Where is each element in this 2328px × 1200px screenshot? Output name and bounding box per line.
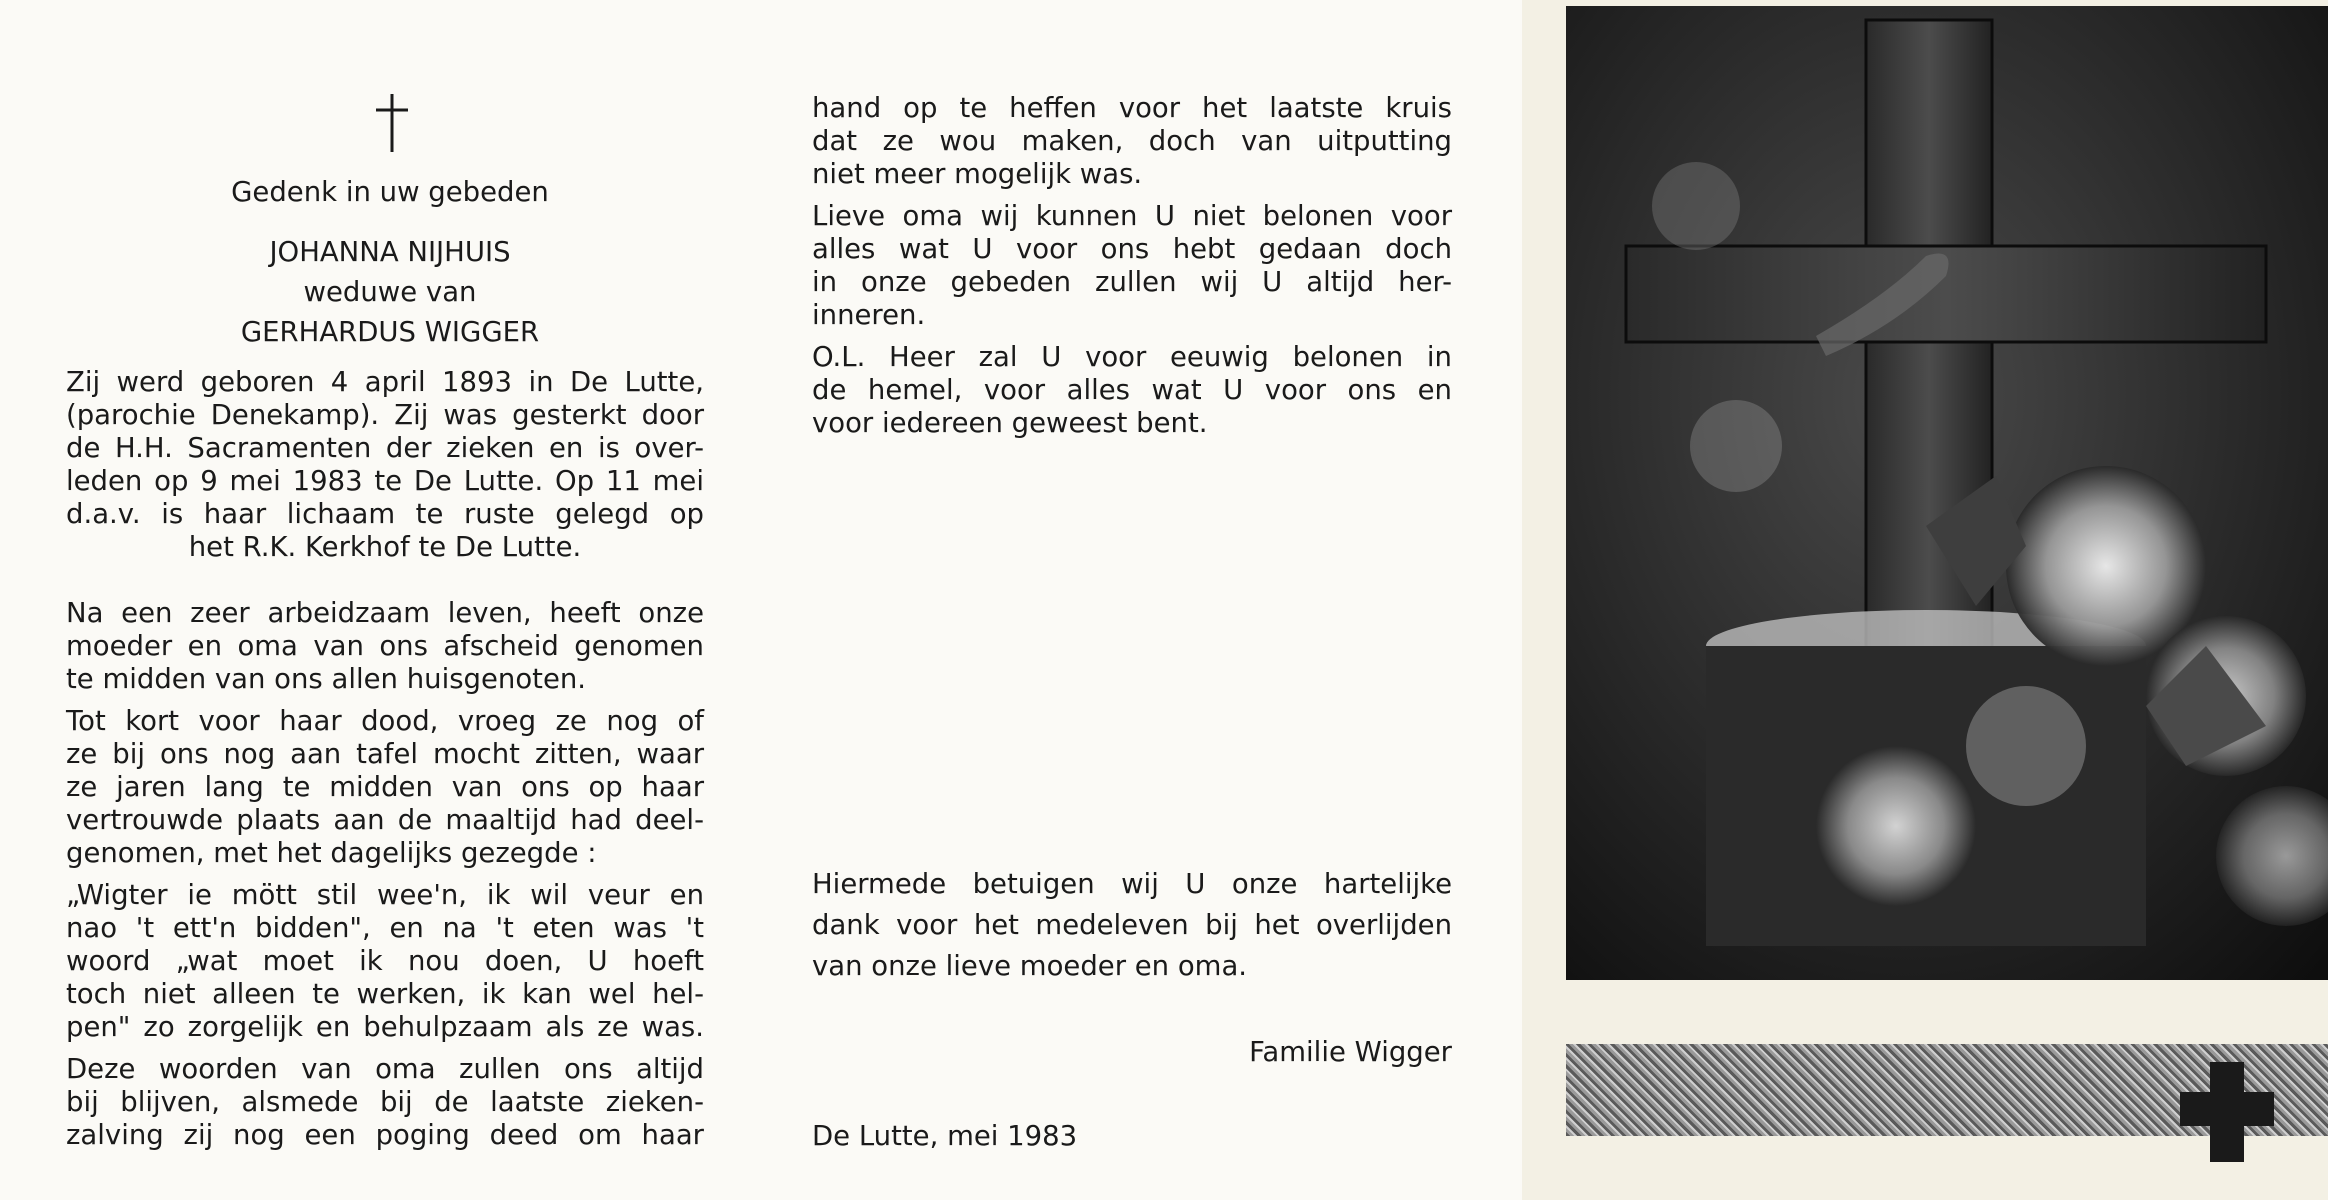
cross-with-flowers-photo (1566, 6, 2328, 980)
text-line: genomen, met het dagelijks gezegde : (66, 837, 597, 869)
text-line: de hemel, voor alles wat U voor ons en (812, 374, 1452, 406)
text-line: zalving zij nog een poging deed om haar (66, 1119, 704, 1151)
text-line: hand op te heffen voor het laatste kruis (812, 92, 1452, 124)
text-line: Deze woorden van oma zullen ons altijd (66, 1053, 704, 1085)
text-line: pen" zo zorgelijk en behulpzaam als ze was. (66, 1011, 704, 1043)
text-line: O.L. Heer zal U voor eeuwig belonen in (812, 341, 1452, 373)
text-line: vertrouwde plaats aan de maaltijd had deel- (66, 804, 704, 836)
text-line: Lieve oma wij kunnen U niet belonen voor (812, 200, 1452, 232)
text-line: moeder en oma van ons afscheid genomen (66, 630, 704, 662)
spouse-name: GERHARDUS WIGGER (240, 316, 540, 348)
place-date: De Lutte, mei 1983 (812, 1120, 1078, 1152)
signature: Familie Wigger (1249, 1036, 1452, 1068)
bio-line: het R.K. Kerkhof te De Lutte. (188, 531, 582, 563)
relation: weduwe van (303, 276, 477, 308)
text-line: ze jaren lang te midden van ons op haar (66, 771, 704, 803)
bio-line: (parochie Denekamp). Zij was gesterkt door (66, 399, 704, 431)
text-line: in onze gebeden zullen wij U altijd her- (812, 266, 1452, 298)
text-line: woord „wat moet ik nou doen, U hoeft (66, 945, 704, 977)
bio-line: d.a.v. is haar lichaam te ruste gelegd op (66, 498, 704, 530)
text-line: Na een zeer arbeidzaam leven, heeft onze (66, 597, 704, 629)
bio-line: Zij werd geboren 4 april 1893 in De Lutte, (66, 366, 704, 398)
cross-icon (2180, 1062, 2274, 1162)
deceased-name: JOHANNA NIJHUIS (269, 236, 511, 268)
text-line: inneren. (812, 299, 926, 331)
text-line: Hiermede betuigen wij U onze hartelijke (812, 868, 1452, 900)
bio-line: leden op 9 mei 1983 te De Lutte. Op 11 mei (66, 465, 704, 497)
cross-icon (364, 92, 420, 154)
text-line: voor iedereen geweest bent. (812, 407, 1208, 439)
text-line: Tot kort voor haar dood, vroeg ze nog of (66, 705, 704, 737)
photo-drawing (1566, 6, 2328, 980)
text-line: toch niet alleen te werken, ik kan wel hel- (66, 978, 704, 1010)
text-line: niet meer mogelijk was. (812, 158, 1143, 190)
text-line: „Wigter ie mött stil wee'n, ik wil veur en (66, 879, 704, 911)
text-line: dat ze wou maken, doch van uitputting (812, 125, 1452, 157)
text-line: nao 't ett'n bidden", en na 't eten was 't (66, 912, 704, 944)
bio-line: de H.H. Sacramenten der zieken en is over- (66, 432, 704, 464)
text-line: alles wat U voor ons hebt gedaan doch (812, 233, 1452, 265)
text-line: bij blijven, alsmede bij de laatste zieken- (66, 1086, 704, 1118)
text-line: van onze lieve moeder en oma. (812, 950, 1248, 982)
text-line: ze bij ons nog aan tafel mocht zitten, waar (66, 738, 704, 770)
text-line: dank voor het medeleven bij het overlijden (812, 909, 1452, 941)
header: Gedenk in uw gebeden (231, 176, 549, 208)
text-line: te midden van ons allen huisgenoten. (66, 663, 587, 695)
